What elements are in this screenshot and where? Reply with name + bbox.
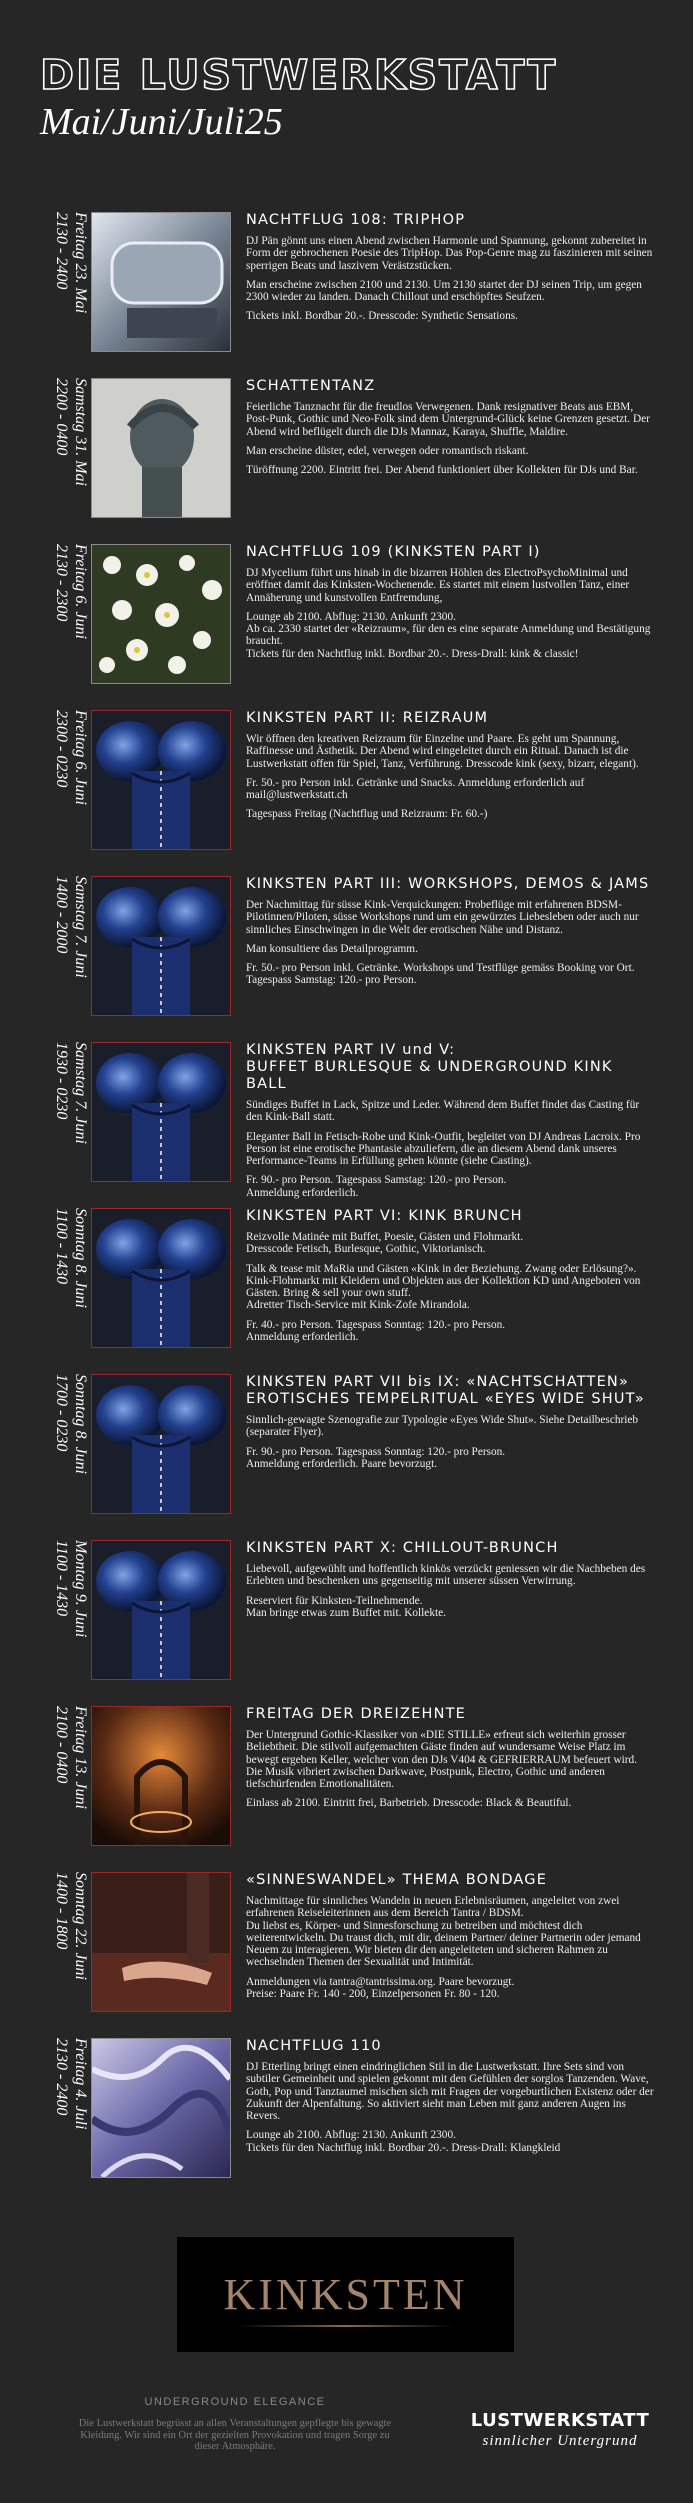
event-thumbnail <box>91 710 231 850</box>
event-paragraph: DJ Etterling bringt einen eindringlichen Stil in die Lustwerkstatt. Ihre Sets sind von subtiler Gemeinheit und spielen gekonnt mit den Gefühlen der sorglos Tanzenden. Wave, Goth, Pop und Tanztaumel mischen sich mit Fragen der vorgeburtlichen Existenz oder der Zukunft der Alpenfaltung. So aktiviert sieht man Leben mit ganz anderen Augen ins Revers. <box>246 2061 654 2123</box>
event-paragraph: Reizvolle Matinée mit Buffet, Poesie, Gästen und Flohmarkt. Dresscode Fetisch, Burlesque, Gothic, Viktorianisch. <box>246 1231 524 1256</box>
event-date-label <box>38 710 90 850</box>
event-paragraph: Reserviert für Kinksten-Teilnehmende. Man bringe etwas zum Buffet mit. Kollekte. <box>246 1594 446 1619</box>
event-title: KINKSTEN PART X: CHILLOUT-BRUNCH <box>246 1540 559 1556</box>
event-time: 2130 - 2400 <box>53 212 70 290</box>
event-paragraph: DJ Pän gönnt uns einen Abend zwischen Harmonie und Spannung, gekonnt zubereitet in Form der gebrochenen Poesie des TripHop. Das Pop-Genre mag zu faszinieren mit seinen sperrigen Beats und laszivem Verästzstücken. <box>246 235 653 272</box>
event-time: 1400 - 1800 <box>53 1872 70 1950</box>
flyer-subtitle: Mai/Juni/Juli25 <box>40 101 283 143</box>
event-date-label <box>38 1706 90 1846</box>
kinksten-logo-text: KINKSTEN <box>223 2270 468 2319</box>
event-date: Sonntag 8. Juni <box>72 1374 89 1474</box>
event-time: 2200 - 0400 <box>53 378 70 456</box>
event-date-column <box>38 1208 90 1348</box>
event-content <box>246 1374 656 1477</box>
event-date: Montag 9. Juni <box>72 1540 89 1638</box>
event-date-column <box>38 710 90 850</box>
event-content <box>246 1042 656 1206</box>
event-date: Freitag 6. Juni <box>72 710 89 805</box>
event-date-label <box>38 1374 90 1514</box>
event-paragraph: Wir öffnen den kreativen Reizraum für Einzelne und Paare. Es geht um Spannung, Raffinesse und Ästhetik. Der Abend wird eingeleitet durch ein Ritual. Danach ist die Lustwerkstatt offen für Spiel, Tanz, Verführung. Dresscode kink (sexy, bizarr, elegant). <box>246 733 639 770</box>
event-date-label <box>38 1872 90 2012</box>
event-date: Sonntag 8. Juni <box>72 1208 89 1308</box>
event-content <box>246 1208 656 1350</box>
event-title: KINKSTEN PART VII bis IX: «NACHTSCHATTEN» EROTISCHES TEMPELRITUAL «EYES WIDE SHUT» <box>246 1374 646 1407</box>
event-thumbnail <box>91 1706 231 1846</box>
event-thumbnail <box>91 378 231 518</box>
event-date: Samstag 7. Juni <box>72 1042 89 1144</box>
event-content <box>246 1872 656 2007</box>
event-paragraph: Man konsultiere das Detailprogramm. <box>246 942 418 955</box>
footer-note: Die Lustwerkstatt begrüsst an allen Veranstaltungen gepflegte bis gewagte Kleidung. Wir sind ein Ort der gezielten Provokation und tragen Sorge zu dieser Atmosphäre. <box>78 2418 392 2452</box>
event-paragraph: DJ Mycelium führt uns hinab in die bizarren Höhlen des ElectroPsychoMinimal und eröffnet damit das Kinksten-Wochenende. Es startet mit einem lustvollen Tanz, einer Annäherung und kunstvollen Entfremdung, <box>246 567 630 604</box>
event-paragraph: Der Nachmittag für süsse Kink-Verquickungen: Probeflüge mit erfahrenen BDSM-Pilotinnen/Piloten, süsse Workshops rund um ein gewürztes Liebesleben oder auch nur sinnliches Einschwingen in die Welt der erotischen Nähe und Distanz. <box>246 899 639 936</box>
event-date-label <box>38 378 90 518</box>
event-content <box>246 2038 656 2161</box>
event-paragraph: Tickets inkl. Bordbar 20.-. Dresscode: Synthetic Sensations. <box>246 310 518 323</box>
event-paragraph: Liebevoll, aufgewühlt und hoffentlich kinkös verzückt geniessen wir die Nachbeben des Erlebten und beschenken uns gegenseitig mit unserer süssen Verwirrung. <box>246 1563 646 1588</box>
event-title: NACHTFLUG 110 <box>246 2038 382 2054</box>
event-time: 1400 - 2000 <box>53 876 70 954</box>
event-time: 1100 - 1430 <box>53 1208 70 1285</box>
brand-name: LUSTWERKSTATT <box>470 2410 650 2431</box>
event-title: NACHTFLUG 108: TRIPHOP <box>246 212 466 228</box>
event-paragraph: Talk & tease mit MaRia und Gästen «Kink in der Beziehung. Zwang oder Erlösung?». Kink-Flohmarkt mit Kleidern und Objekten aus der Kollektion KD und Angeboten von Gästen. Bring & sell your own stuff. Adretter Tisch-Service mit Kink-Zofe Mirandola. <box>246 1262 641 1312</box>
event-time: 2100 - 0400 <box>53 1706 70 1784</box>
event-paragraph: Fr. 90.- pro Person. Tagespass Sonntag: 120.- pro Person. Anmeldung erforderlich. Paare bevorzugt. <box>246 1445 506 1470</box>
event-date-column <box>38 1872 90 2012</box>
event-thumbnail <box>91 544 231 684</box>
event-date-column <box>38 876 90 1016</box>
event-paragraph: Lounge ab 2100. Abflug: 2130. Ankunft 2300. Tickets für den Nachtflug inkl. Bordbar 20.-. Dress-Drall: Klangkleid <box>246 2129 561 2154</box>
event-paragraph: Tagespass Freitag (Nachtflug und Reizraum: Fr. 60.-) <box>246 808 488 821</box>
event-title: KINKSTEN PART II: REIZRAUM <box>246 710 489 726</box>
brand-subtitle: sinnlicher Untergrund <box>482 2433 638 2449</box>
event-paragraph: Man erscheine zwischen 2100 und 2130. Um 2130 startet der DJ seinen Trip, um gegen 2300 wieder zu landen. Danach Chillout und erschöpftes Seufzen. <box>246 278 642 304</box>
brand-logo <box>460 2410 660 2450</box>
event-paragraph: Lounge ab 2100. Abflug: 2130. Ankunft 2300. Ab ca. 2330 startet der «Reizraum», für den es eine separate Anmeldung und Bestätigung braucht. Tickets für den Nachtflug inkl. Bordbar 20.-. Dress-Drall: kink & classic! <box>246 610 651 660</box>
event-content <box>246 876 656 994</box>
event-thumbnail <box>91 1540 231 1680</box>
event-thumbnail <box>91 1208 231 1348</box>
event-date: Freitag 6. Juni <box>72 544 89 639</box>
event-date-column <box>38 544 90 684</box>
event-date: Samstag 31. Mai <box>72 378 89 486</box>
event-title: SCHATTENTANZ <box>246 378 376 394</box>
event-title: KINKSTEN PART VI: KINK BRUNCH <box>246 1208 523 1224</box>
event-date: Freitag 23. Mai <box>72 212 89 314</box>
event-thumbnail <box>91 876 231 1016</box>
event-title: KINKSTEN PART III: WORKSHOPS, DEMOS & JAMS <box>246 876 650 892</box>
event-title: NACHTFLUG 109 (KINKSTEN PART I) <box>246 544 541 560</box>
event-title: FREITAG DER DREIZEHNTE <box>246 1706 467 1722</box>
event-date-column <box>38 2038 90 2178</box>
event-content <box>246 378 656 483</box>
event-time: 2300 - 0230 <box>53 710 70 788</box>
event-date-label <box>38 1042 90 1182</box>
logo-divider <box>237 2325 454 2327</box>
event-thumbnail <box>91 1042 231 1182</box>
event-date-label <box>38 876 90 1016</box>
event-paragraph: Man erscheine düster, edel, verwegen oder romantisch riskant. <box>246 444 529 457</box>
event-date: Samstag 7. Juni <box>72 876 89 978</box>
event-paragraph: Fr. 90.- pro Person. Tagespass Samstag: 120.- pro Person. Anmeldung erforderlich. <box>246 1174 507 1199</box>
flyer-title: DIE LUSTWERKSTATT <box>40 51 558 99</box>
event-date: Freitag 13. Juni <box>72 1706 89 1809</box>
event-date: Freitag 4. Juli <box>72 2038 89 2130</box>
event-paragraph: Fr. 40.- pro Person. Tagespass Sonntag: 120.- pro Person. Anmeldung erforderlich. <box>246 1318 506 1344</box>
event-paragraph: Einlass ab 2100. Eintritt frei, Barbetrieb. Dresscode: Black & Beautiful. <box>246 1797 572 1810</box>
event-paragraph: Feierliche Tanznacht für die freudlos Verwegenen. Dank resignativer Beats aus EBM, Post-Punk, Gothic und Neo-Folk sind dem Untergrund-Glück keine Grenzen gesetzt. Der Abend wird beflügelt durch die DJs Mannaz, Karaya, Shuffle, Maldire. <box>246 401 650 438</box>
kinksten-logo <box>177 2237 514 2352</box>
flyer-header <box>40 52 660 142</box>
event-time: 1930 - 0230 <box>53 1042 70 1120</box>
event-paragraph: Sündiges Buffet in Lack, Spitze und Leder. Während dem Buffet findet das Casting für den Kink-Ball statt. <box>246 1099 640 1124</box>
event-paragraph: Anmeldungen via tantra@tantrissima.org. Paare bevorzugt. Preise: Paare Fr. 140 - 200, Einzelpersonen Fr. 80 - 120. <box>246 1975 515 2001</box>
event-paragraph: Nachmittage für sinnliches Wandeln in neuen Erlebnisräumen, angeleitet von zwei erfahrenen Reiseleiterinnen aus dem Bereich Tantra / BDSM. Du liebst es, Körper- und Sinnesforschung zu betreiben und möchtest dich weiterentwickeln. Du traust dich, mit dir, deinem Partner/ deiner Partnerin oder jemand Neuem zu interagieren. Wir bieten dir den angeleiteten und sicheren Rahmen zu wechselnden Themen der Sexualität und Intimität. <box>246 1895 641 1969</box>
event-thumbnail <box>91 1374 231 1514</box>
event-title: KINKSTEN PART IV und V: BUFFET BURLESQUE & UNDERGROUND KINK BALL <box>246 1042 613 1092</box>
footer-tagline: UNDERGROUND ELEGANCE <box>144 2396 326 2408</box>
event-date-column <box>38 1540 90 1680</box>
event-date-label <box>38 544 90 684</box>
event-date-column <box>38 1374 90 1514</box>
event-content <box>246 544 656 667</box>
event-date-column <box>38 1042 90 1182</box>
event-time: 2130 - 2400 <box>53 2038 70 2116</box>
event-title: «SINNESWANDEL» THEMA BONDAGE <box>246 1872 548 1888</box>
event-date-label <box>38 1208 90 1348</box>
event-date-column <box>38 212 90 352</box>
event-date-column <box>38 378 90 518</box>
event-paragraph: Fr. 50.- pro Person inkl. Getränke und Snacks. Anmeldung erforderlich auf mail@lustwerkstatt.ch <box>246 776 585 802</box>
event-paragraph: Der Untergrund Gothic-Klassiker von «DIE STILLE» erfreut sich weiterhin grosser Beliebtheit. Die stilvoll aufgemachten Gäste finden auf wundersame Weise Platz im bewegt ergeben Keller, welcher von den DJs V404 & GEFRIERRAUM befeuert wird. Die Musik vibriert zwischen Darkwave, Postpunk, Electro, Gothic und anderen tiefschürfenden Emotionalitäten. <box>246 1729 637 1791</box>
event-date: Sonntag 22. Juni <box>72 1872 89 1980</box>
event-time: 1700 - 0230 <box>53 1374 70 1452</box>
event-thumbnail <box>91 1872 231 2012</box>
event-content <box>246 212 656 330</box>
event-paragraph: Eleganter Ball in Fetisch-Robe und Kink-Outfit, begleitet von DJ Andreas Lacroix. Pro Person ist eine erotische Phantasie abzuliefern, die an diesem Abend dank unseres Performance-Teams in Erfüllung gehen könnte (siehe Casting). <box>246 1130 641 1168</box>
event-content <box>246 1540 656 1626</box>
event-content <box>246 1706 656 1817</box>
event-thumbnail <box>91 212 231 352</box>
event-time: 1100 - 1430 <box>53 1540 70 1617</box>
event-date-label <box>38 212 90 352</box>
event-paragraph: Sinnlich-gewagte Szenografie zur Typologie «Eyes Wide Shut». Siehe Detailbeschrieb (separater Flyer). <box>246 1414 639 1439</box>
event-date-column <box>38 1706 90 1846</box>
event-date-label <box>38 1540 90 1680</box>
event-date-label <box>38 2038 90 2178</box>
event-thumbnail <box>91 2038 231 2178</box>
event-content <box>246 710 656 828</box>
event-time: 2130 - 2300 <box>53 544 70 622</box>
event-paragraph: Türöffnung 2200. Eintritt frei. Der Abend funktioniert über Kollekten für DJs und Bar. <box>246 464 638 477</box>
event-paragraph: Fr. 50.- pro Person inkl. Getränke. Workshops und Testflüge gemäss Booking vor Ort. Tagespass Samstag: 120.- pro Person. <box>246 962 635 987</box>
